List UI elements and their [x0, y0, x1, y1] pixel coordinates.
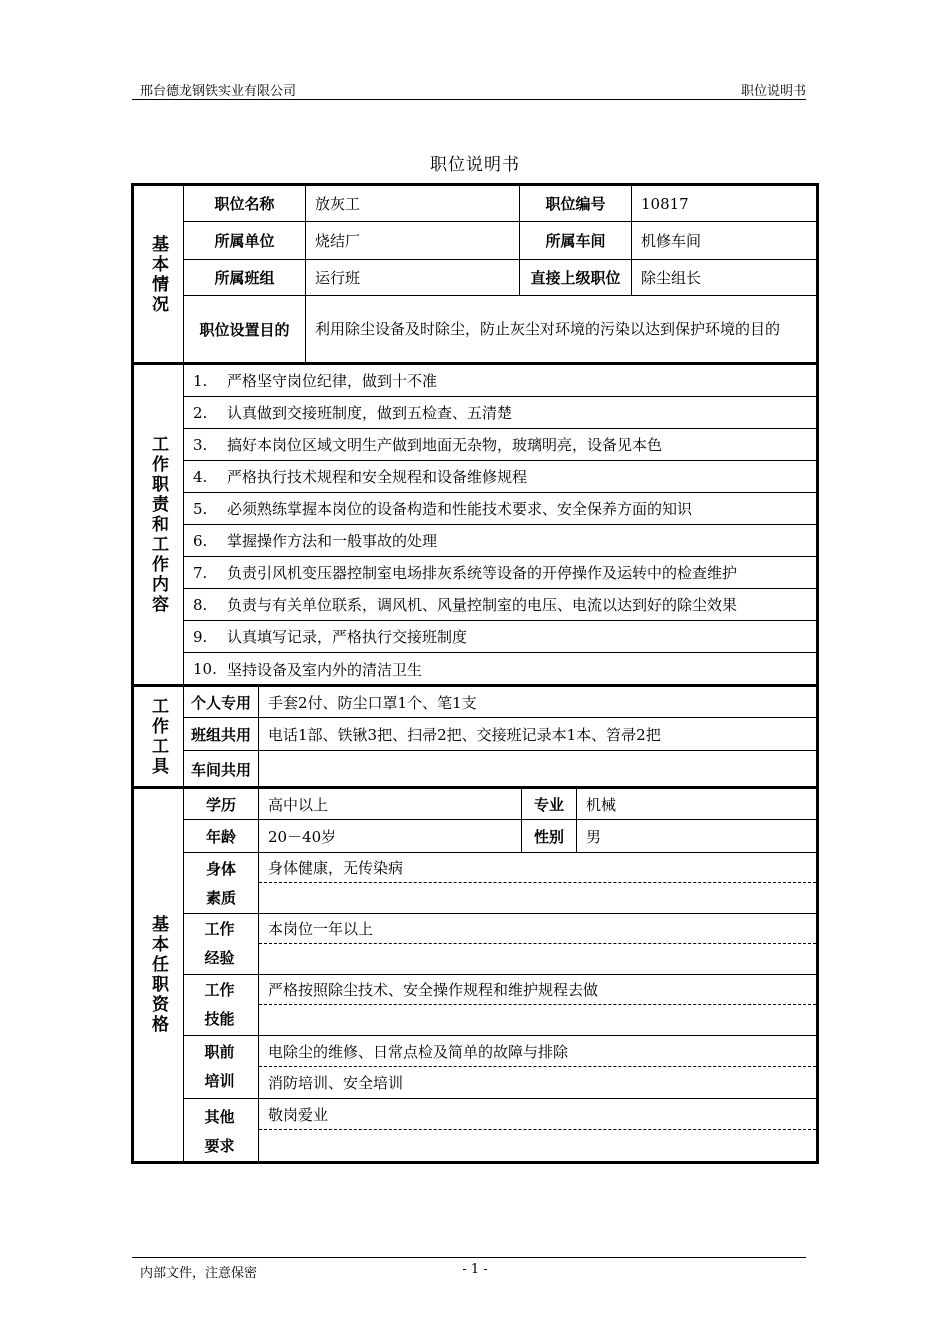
experience-label: 工作经验	[184, 914, 259, 975]
position-code-value: 10817	[632, 186, 816, 222]
qualifications-label: 基本任职资格	[134, 789, 184, 1161]
other-label: 其他要求	[184, 1099, 259, 1164]
duty-item: 10. 坚持设备及室内外的清洁卫生	[193, 660, 423, 679]
team-value: 运行班	[306, 260, 520, 296]
skills-blank-line	[259, 1005, 816, 1036]
age-value: 20－40岁	[259, 820, 522, 853]
duty-item: 5. 必须熟练掌握本岗位的设备构造和性能技术要求、安全保养方面的知识	[184, 493, 816, 525]
tools-team-value: 电话1部、铁锹3把、扫帚2把、交接班记录本1本、笤帚2把	[259, 718, 816, 751]
basic-info-label: 基本情况	[134, 186, 184, 363]
header-doc-type: 职位说明书	[740, 84, 806, 99]
gender-label: 性别	[522, 820, 577, 853]
physical-blank-line	[259, 883, 816, 914]
tools-workshop-value	[259, 751, 816, 787]
purpose-value: 利用除尘设备及时除尘，防止灰尘对环境的污染以达到保护环境的目的	[306, 296, 816, 363]
duty-item: 2. 认真做到交接班制度，做到五检查、五清楚	[184, 397, 816, 429]
duties-label: 工作职责和工作内容	[134, 365, 184, 685]
team-label: 所属班组	[184, 260, 306, 296]
major-value: 机械	[577, 789, 816, 820]
document-title: 职位说明书	[430, 155, 520, 175]
duty-item: 3. 搞好本岗位区域文明生产做到地面无杂物，玻璃明亮，设备见本色	[184, 429, 816, 461]
duty-item: 1. 严格坚守岗位纪律，做到十不准	[184, 365, 816, 397]
duty-item: 9. 认真填写记录，严格执行交接班制度	[184, 621, 816, 653]
experience-value: 本岗位一年以上	[259, 914, 816, 944]
duty-item: 4. 严格执行技术规程和安全规程和设备维修规程	[184, 461, 816, 493]
page-number: - 1 -	[462, 1262, 488, 1277]
other-blank-line	[259, 1130, 816, 1164]
training-value-1: 电除尘的维修、日常点检及简单的故障与排除	[259, 1036, 816, 1067]
unit-label: 所属单位	[184, 222, 306, 260]
footer-divider	[132, 1257, 806, 1258]
physical-label: 身体素质	[184, 853, 259, 914]
other-value: 敬岗爱业	[259, 1099, 816, 1130]
tools-team-label: 班组共用	[184, 718, 259, 751]
position-name-value: 放灰工	[306, 186, 520, 222]
experience-blank-line	[259, 944, 816, 975]
education-value: 高中以上	[259, 789, 522, 820]
major-label: 专业	[522, 789, 577, 820]
training-value-2: 消防培训、安全培训	[259, 1067, 816, 1099]
footer-note: 内部文件，注意保密	[140, 1266, 258, 1281]
education-label: 学历	[184, 789, 259, 820]
position-code-label: 职位编号	[520, 186, 632, 222]
qualifications-section	[131, 786, 819, 1164]
unit-value: 烧结厂	[306, 222, 520, 260]
header-divider	[132, 99, 806, 100]
tools-label: 工作工具	[134, 687, 184, 787]
gender-value: 男	[577, 820, 816, 853]
basic-info-section	[131, 183, 819, 363]
purpose-label: 职位设置目的	[184, 296, 306, 363]
duty-item: 8. 负责与有关单位联系，调风机、风量控制室的电压、电流以达到好的除尘效果	[184, 589, 816, 621]
skills-value: 严格按照除尘技术、安全操作规程和维护规程去做	[259, 975, 816, 1005]
workshop-value: 机修车间	[632, 222, 816, 260]
position-name-label: 职位名称	[184, 186, 306, 222]
tools-personal-label: 个人专用	[184, 687, 259, 718]
header-company: 邢台德龙钢铁实业有限公司	[140, 84, 297, 99]
duty-item: 6. 掌握操作方法和一般事故的处理	[184, 525, 816, 557]
tools-workshop-label: 车间共用	[184, 751, 259, 787]
age-label: 年龄	[184, 820, 259, 853]
tools-section	[131, 684, 819, 787]
tools-personal-value: 手套2付、防尘口罩1个、笔1支	[259, 687, 816, 718]
superior-label: 直接上级职位	[520, 260, 632, 296]
superior-value: 除尘组长	[632, 260, 816, 296]
duty-item: 7. 负责引风机变压器控制室电场排灰系统等设备的开停操作及运转中的检查维护	[184, 557, 816, 589]
workshop-label: 所属车间	[520, 222, 632, 260]
duties-section	[131, 362, 819, 685]
physical-value: 身体健康，无传染病	[259, 853, 816, 883]
training-label: 职前培训	[184, 1036, 259, 1099]
skills-label: 工作技能	[184, 975, 259, 1036]
